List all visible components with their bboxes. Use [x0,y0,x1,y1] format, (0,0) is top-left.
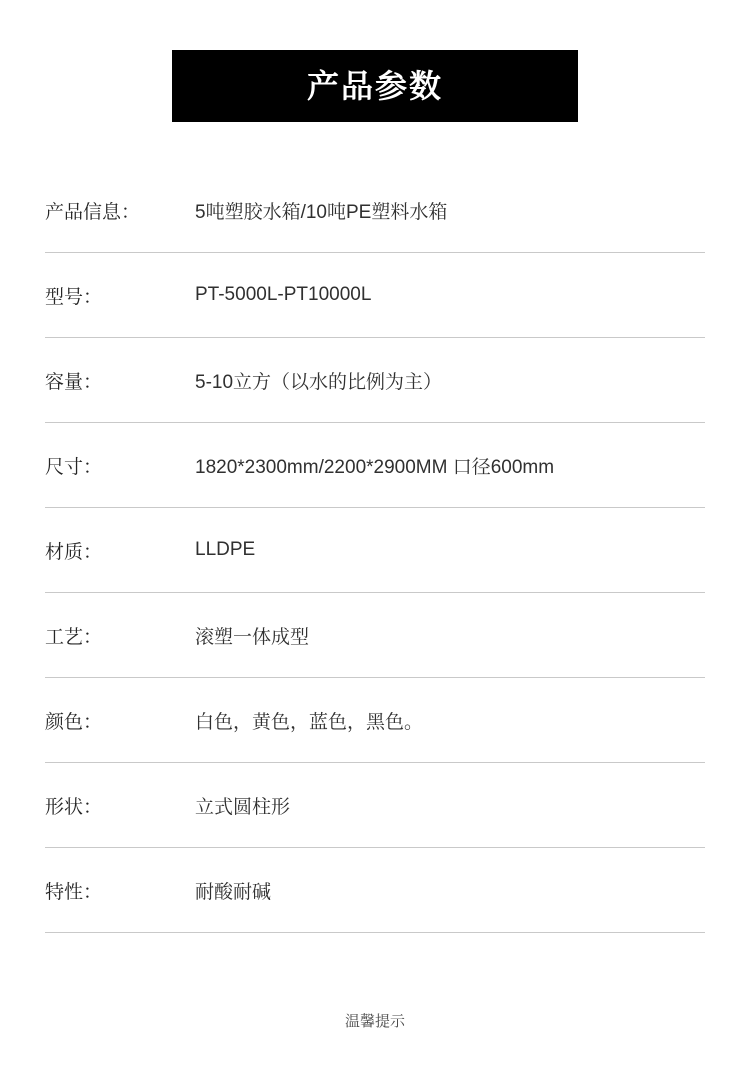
table-row [45,763,705,848]
spec-value: 白色，黄色，蓝色，黑色。 [195,711,424,733]
title-banner [172,50,578,122]
spec-table [45,168,705,933]
spec-label: 形状： [45,796,103,818]
spec-value: 立式圆柱形 [195,796,291,818]
table-row [45,678,705,763]
spec-label: 材质： [45,541,103,563]
spec-value: 滚塑一体成型 [195,626,310,648]
spec-label: 工艺： [45,626,103,648]
spec-label: 容量： [45,371,103,393]
spec-value: 5吨塑胶水箱/10吨PE塑料水箱 [195,201,448,223]
spec-value: 1820*2300mm/2200*2900MM 口径600mm [195,456,555,478]
spec-value: 耐酸耐碱 [195,881,272,903]
spec-label: 型号： [45,286,103,308]
table-row [45,848,705,933]
spec-value: 5-10立方（以水的比例为主） [195,371,443,393]
table-row [45,168,705,253]
page-title: 产品参数 [306,68,443,104]
spec-value: PT-5000L-PT10000L [195,284,372,305]
table-row [45,593,705,678]
spec-label: 颜色： [45,711,103,733]
table-row [45,253,705,338]
table-row [45,338,705,423]
spec-label: 特性： [45,881,103,903]
table-row [45,508,705,593]
spec-label: 产品信息： [45,201,141,223]
table-row [45,423,705,508]
spec-label: 尺寸： [45,456,103,478]
footer-note: 温馨提示 [344,1013,405,1030]
spec-value: LLDPE [195,539,256,560]
